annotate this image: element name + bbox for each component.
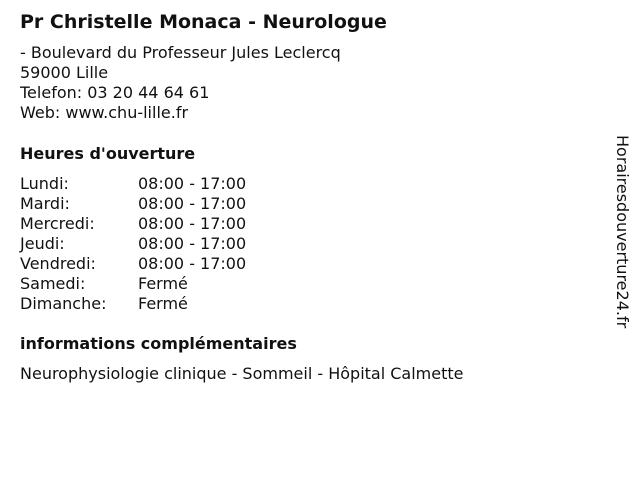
phone-label: Telefon: (20, 83, 83, 102)
hours-row-tuesday (20, 194, 246, 214)
additional-info-heading: informations complémentaires (20, 334, 297, 353)
hours-row-friday (20, 254, 246, 274)
hours-time: 08:00 - 17:00 (138, 214, 247, 233)
hours-time: Fermé (138, 274, 188, 293)
phone-line (20, 83, 341, 103)
hours-day: Vendredi: (20, 254, 96, 273)
opening-hours-table (20, 174, 246, 314)
phone-number[interactable]: 03 20 44 64 61 (87, 83, 210, 102)
hours-day: Mardi: (20, 194, 70, 213)
hours-row-monday (20, 174, 246, 194)
listing-title: Pr Christelle Monaca - Neurologue (20, 11, 387, 33)
hours-row-wednesday (20, 214, 246, 234)
web-label: Web: (20, 103, 61, 122)
web-link[interactable]: www.chu-lille.fr (65, 103, 189, 122)
address-street: - Boulevard du Professeur Jules Leclercq (20, 43, 341, 62)
web-line (20, 103, 341, 123)
address-city: 59000 Lille (20, 63, 109, 82)
address-block (20, 43, 341, 123)
hours-row-thursday (20, 234, 246, 254)
hours-day: Lundi: (20, 174, 69, 193)
hours-time: 08:00 - 17:00 (138, 174, 247, 193)
hours-time: 08:00 - 17:00 (138, 194, 247, 213)
hours-day: Jeudi: (20, 234, 65, 253)
hours-time: 08:00 - 17:00 (138, 254, 247, 273)
hours-row-saturday (20, 274, 246, 294)
hours-time: 08:00 - 17:00 (138, 234, 247, 253)
site-brand-vertical: Horairesdouverture24.fr (613, 135, 632, 329)
hours-day: Dimanche: (20, 294, 107, 313)
hours-day: Samedi: (20, 274, 86, 293)
opening-hours-heading: Heures d'ouverture (20, 144, 196, 163)
hours-day: Mercredi: (20, 214, 95, 233)
hours-time: Fermé (138, 294, 188, 313)
hours-row-sunday (20, 294, 246, 314)
additional-info-text: Neurophysiologie clinique - Sommeil - Hôpital Calmette (20, 364, 464, 383)
